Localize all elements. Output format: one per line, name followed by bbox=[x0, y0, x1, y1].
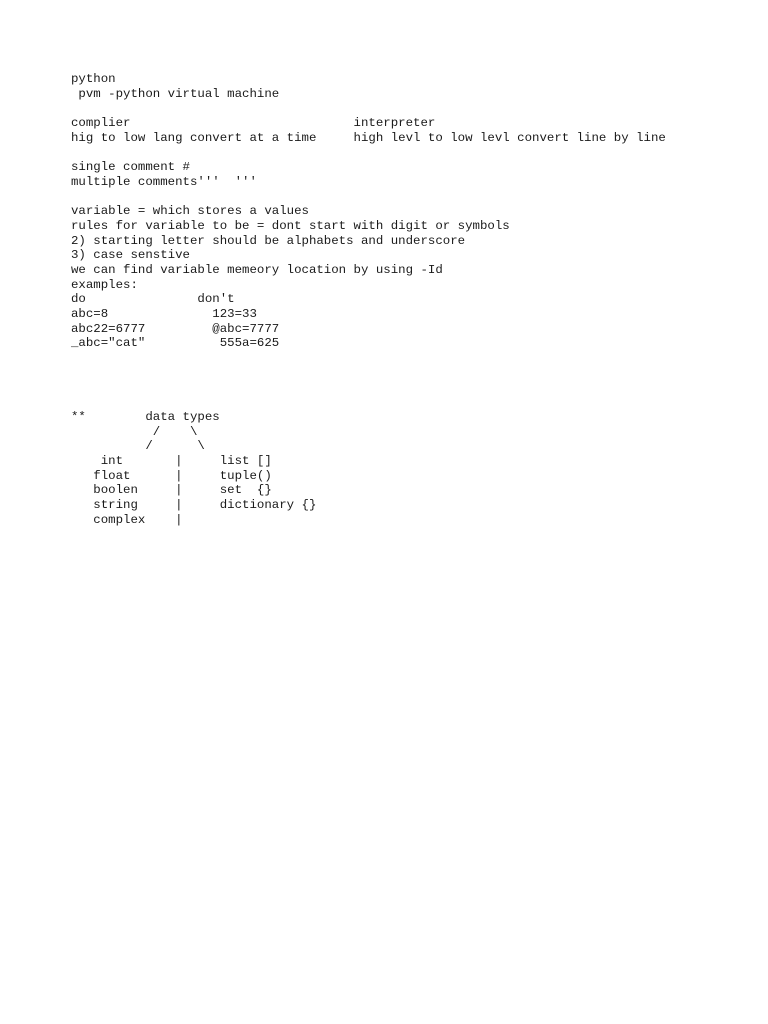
document-line: we can find variable memeory location by using -Id bbox=[71, 262, 443, 277]
document-line bbox=[71, 190, 666, 205]
document-line: ** data types bbox=[71, 409, 220, 424]
document-line: / \ bbox=[71, 424, 198, 439]
document-line: pvm -python virtual machine bbox=[71, 86, 280, 101]
document-line: rules for variable to be = dont start with digit or symbols bbox=[71, 218, 510, 233]
document-line: _abc="cat" 555a=625 bbox=[71, 336, 280, 351]
document-line: hig to low lang convert at a time high levl to low levl convert line by line bbox=[71, 130, 666, 145]
document-line: variable = which stores a values bbox=[71, 204, 309, 219]
document-line: do don't bbox=[71, 292, 235, 307]
document-line: abc22=6777 @abc=7777 bbox=[71, 321, 280, 336]
document-line: complex | bbox=[71, 512, 183, 527]
document-line: string | dictionary {} bbox=[71, 497, 317, 512]
document-line: complier interpreter bbox=[71, 116, 436, 131]
document-line: float | tuple() bbox=[71, 468, 272, 483]
document-line bbox=[71, 380, 666, 395]
document-line: single comment # bbox=[71, 160, 190, 175]
document-line: examples: bbox=[71, 277, 138, 292]
document-line: abc=8 123=33 bbox=[71, 307, 257, 321]
document-line: multiple comments''' ''' bbox=[71, 174, 257, 189]
document-text bbox=[71, 72, 666, 527]
document-line: boolen | set {} bbox=[71, 483, 272, 498]
document-line: 3) case senstive bbox=[71, 248, 190, 263]
document-line: python bbox=[71, 72, 116, 86]
document-line: / \ bbox=[71, 439, 205, 454]
document-line: int | list [] bbox=[71, 453, 272, 468]
document-line bbox=[71, 101, 666, 116]
document-line bbox=[71, 395, 666, 410]
document-line: 2) starting letter should be alphabets and underscore bbox=[71, 233, 466, 248]
document-line bbox=[71, 351, 666, 366]
document-line bbox=[71, 145, 666, 160]
document-line bbox=[71, 366, 666, 381]
